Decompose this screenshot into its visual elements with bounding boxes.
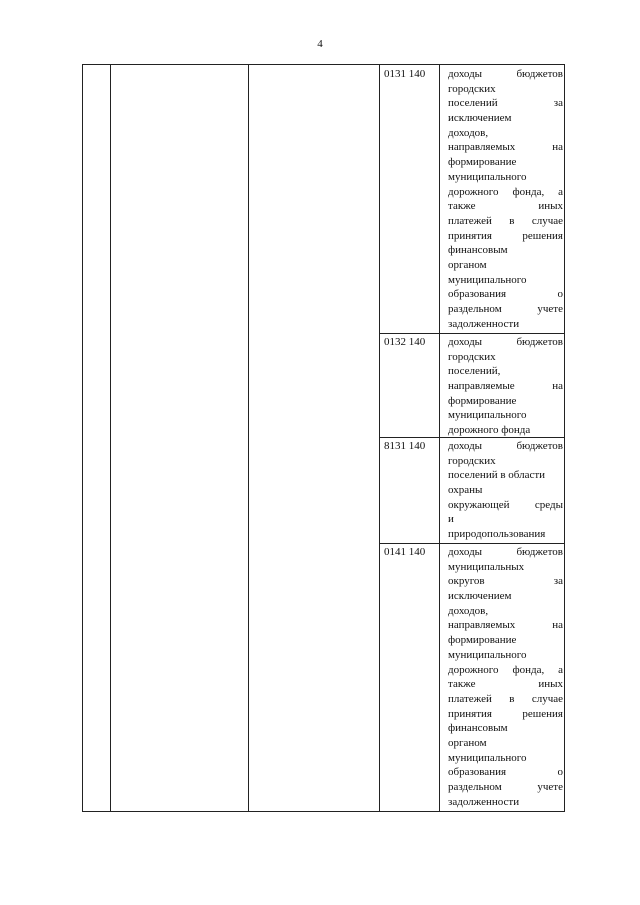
- description-line: городских: [448, 350, 496, 363]
- description-line: окружающей среды: [448, 498, 563, 511]
- description-line: раздельном учете: [448, 303, 563, 315]
- description-line: раздельном учете: [448, 781, 563, 793]
- description-line: природопользования: [448, 528, 546, 541]
- description-line: поселений в области: [448, 469, 546, 482]
- description-line: доходов,: [448, 126, 489, 139]
- income-code-cell: 0141 140: [384, 546, 426, 558]
- description-line: поселений за: [448, 97, 563, 110]
- description-line: исключением: [448, 590, 512, 603]
- description-line: исключением: [448, 112, 512, 125]
- description-line: муниципального: [448, 648, 527, 661]
- description-line: доходы бюджетов: [448, 336, 563, 348]
- table-column-divider: [110, 65, 111, 811]
- description-line: органом: [448, 258, 487, 271]
- description-line: формирование: [448, 634, 517, 647]
- description-line: доходы бюджетов: [448, 440, 563, 452]
- description-line: и: [448, 513, 454, 526]
- description-line: формирование: [448, 156, 517, 169]
- description-line: муниципального: [448, 751, 527, 764]
- description-line: органом: [448, 736, 487, 749]
- description-line: доходы бюджетов: [448, 546, 563, 558]
- income-description-cell: [440, 66, 565, 333]
- income-description-cell: [440, 334, 565, 437]
- description-line: задолженности: [448, 317, 520, 330]
- description-line: платежей в случае: [448, 214, 563, 227]
- description-line: доходы бюджетов: [448, 68, 563, 80]
- description-line: дорожного фонда, а: [448, 663, 563, 676]
- description-line: образования о: [448, 766, 563, 779]
- description-line: также иных: [448, 678, 563, 691]
- description-line: задолженности: [448, 795, 520, 808]
- table-column-divider: [248, 65, 249, 811]
- description-line: образования о: [448, 288, 563, 301]
- description-line: формирование: [448, 394, 517, 407]
- description-line: принятия решения: [448, 707, 563, 720]
- description-line: принятия решения: [448, 229, 563, 242]
- description-line: муниципальных: [448, 560, 525, 573]
- description-line: также иных: [448, 200, 563, 213]
- description-line: муниципального: [448, 170, 527, 183]
- description-line: направляемых на: [448, 141, 563, 154]
- description-line: направляемые на: [448, 380, 563, 393]
- description-line: округов за: [448, 575, 563, 588]
- description-line: муниципального: [448, 409, 527, 422]
- income-code-cell: 8131 140: [384, 440, 426, 452]
- description-line: финансовым: [448, 722, 508, 735]
- income-code-cell: 0131 140: [384, 68, 426, 80]
- income-code-cell: 0132 140: [384, 336, 426, 348]
- description-line: доходов,: [448, 604, 489, 617]
- description-line: муниципального: [448, 273, 527, 286]
- description-line: охраны: [448, 484, 483, 497]
- income-description-cell: [440, 544, 565, 812]
- description-line: направляемых на: [448, 619, 563, 632]
- description-line: поселений,: [448, 365, 501, 378]
- description-line: платежей в случае: [448, 692, 563, 705]
- document-table: [82, 64, 565, 812]
- description-line: городских: [448, 82, 496, 95]
- description-line: финансовым: [448, 244, 508, 257]
- description-line: дорожного фонда, а: [448, 185, 563, 198]
- description-line: дорожного фонда: [448, 424, 531, 437]
- income-description-cell: [440, 438, 565, 543]
- page-number: 4: [317, 38, 323, 50]
- description-line: городских: [448, 454, 496, 467]
